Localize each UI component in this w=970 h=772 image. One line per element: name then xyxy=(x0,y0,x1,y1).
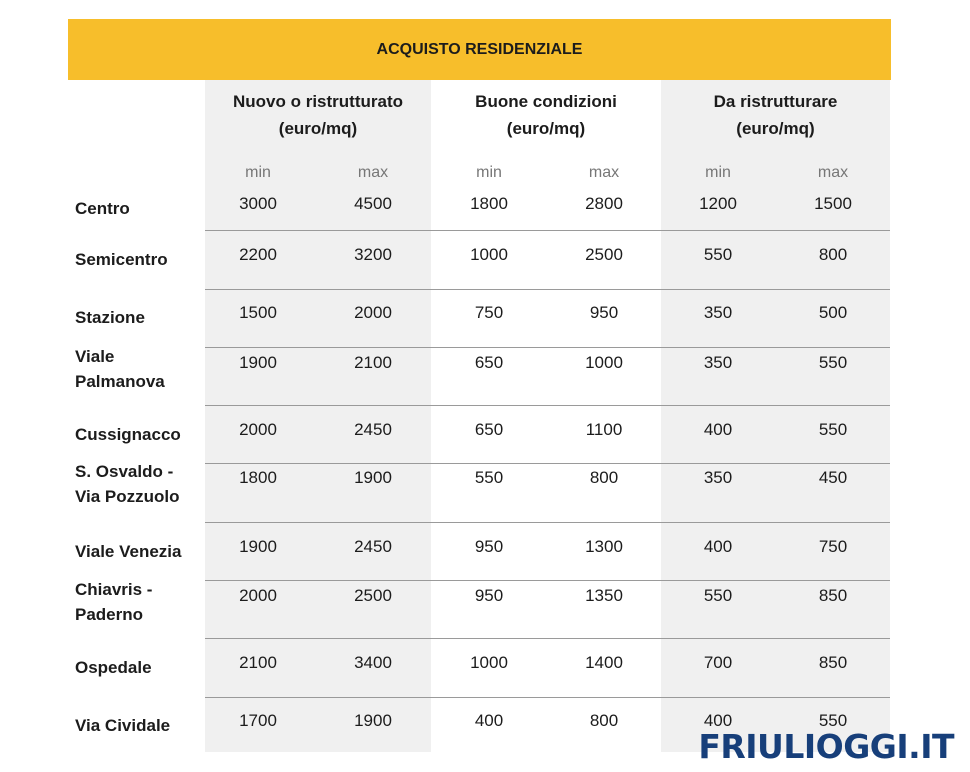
zone-name-continued: Via Pozzuolo xyxy=(75,487,180,506)
price-cell: 1900 xyxy=(239,537,277,556)
price-cell: 700 xyxy=(703,653,733,672)
min-label: min xyxy=(245,164,271,181)
price-cell: 2500 xyxy=(354,586,392,605)
price-cell: 2000 xyxy=(239,420,277,439)
price-cell: 500 xyxy=(818,303,848,322)
price-cell: 3400 xyxy=(354,653,392,672)
row-divider xyxy=(205,522,890,523)
max-label: max xyxy=(357,164,389,181)
price-cell: 350 xyxy=(703,468,733,487)
price-cell: 450 xyxy=(818,468,848,487)
price-cell: 850 xyxy=(818,586,848,605)
zone-name: Ospedale xyxy=(75,658,152,677)
price-cell: 1800 xyxy=(239,468,277,487)
zone-name: Via Cividale xyxy=(75,716,171,735)
price-cell: 1800 xyxy=(470,194,508,213)
row-divider xyxy=(205,347,890,348)
price-cell: 950 xyxy=(589,303,619,322)
zone-label xyxy=(75,577,205,627)
price-cell: 550 xyxy=(703,245,733,264)
price-cell: 950 xyxy=(474,537,504,556)
row-divider xyxy=(205,580,890,581)
group-header-line: Nuovo o ristrutturato xyxy=(233,92,403,111)
price-cell: 350 xyxy=(703,353,733,372)
row-divider xyxy=(205,697,890,698)
zone-name: Viale Venezia xyxy=(75,542,182,561)
price-cell: 750 xyxy=(474,303,504,322)
price-cell: 1000 xyxy=(585,353,623,372)
price-cell: 3000 xyxy=(239,194,277,213)
zone-label xyxy=(75,422,205,447)
price-cell: 850 xyxy=(818,653,848,672)
zone-label xyxy=(75,713,205,738)
zone-name: Centro xyxy=(75,199,130,218)
group-header-unit: (euro/mq) xyxy=(736,119,815,138)
price-cell: 1900 xyxy=(239,353,277,372)
table-title: ACQUISTO RESIDENZIALE xyxy=(68,19,891,80)
price-cell: 1900 xyxy=(354,711,392,730)
price-cell: 800 xyxy=(589,468,619,487)
price-cell: 2100 xyxy=(239,653,277,672)
zone-label xyxy=(75,344,205,394)
price-cell: 1200 xyxy=(699,194,737,213)
max-label: max xyxy=(588,164,620,181)
zone-label xyxy=(75,305,205,330)
price-cell: 1100 xyxy=(585,420,623,439)
zone-name: Stazione xyxy=(75,308,145,327)
zone-label xyxy=(75,196,205,221)
zone-label xyxy=(75,247,205,272)
zone-name: Cussignacco xyxy=(75,425,181,444)
price-cell: 800 xyxy=(818,245,848,264)
price-cell: 550 xyxy=(818,420,848,439)
price-cell: 2800 xyxy=(585,194,623,213)
price-cell: 350 xyxy=(703,303,733,322)
group-header-buone xyxy=(431,88,661,142)
group-header-line: Da ristrutturare xyxy=(713,92,838,111)
price-cell: 750 xyxy=(818,537,848,556)
group-header-nuovo xyxy=(205,88,431,142)
price-cell: 800 xyxy=(589,711,619,730)
price-cell: 550 xyxy=(818,711,848,730)
group-header-unit: (euro/mq) xyxy=(506,119,586,138)
row-divider xyxy=(205,289,890,290)
zone-name-continued: Palmanova xyxy=(75,372,165,391)
price-cell: 1400 xyxy=(585,653,623,672)
price-cell: 1500 xyxy=(814,194,852,213)
zone-label xyxy=(75,655,205,680)
price-cell: 1300 xyxy=(585,537,623,556)
price-cell: 2000 xyxy=(239,586,277,605)
price-cell: 1900 xyxy=(354,468,392,487)
price-cell: 2450 xyxy=(354,537,392,556)
price-cell: 400 xyxy=(703,420,733,439)
min-label: min xyxy=(705,164,731,181)
zone-name: Semicentro xyxy=(75,250,168,269)
price-cell: 1000 xyxy=(470,653,508,672)
price-cell: 4500 xyxy=(354,194,392,213)
group-header-ristrutturare xyxy=(661,88,890,142)
watermark-logo: FRIULIOGGI.IT xyxy=(698,727,954,766)
price-cell: 3200 xyxy=(354,245,392,264)
price-cell: 650 xyxy=(474,353,504,372)
price-cell: 550 xyxy=(818,353,848,372)
price-cell: 550 xyxy=(474,468,504,487)
zone-name: S. Osvaldo - xyxy=(75,462,174,481)
zone-name: Viale xyxy=(75,347,115,366)
zone-name: Chiavris - xyxy=(75,580,153,599)
price-cell: 650 xyxy=(474,420,504,439)
zone-label xyxy=(75,459,205,509)
price-cell: 950 xyxy=(474,586,504,605)
price-cell: 2000 xyxy=(354,303,392,322)
min-label: min xyxy=(476,164,502,181)
price-cell: 1350 xyxy=(585,586,623,605)
price-cell: 550 xyxy=(703,586,733,605)
price-cell: 1000 xyxy=(470,245,508,264)
price-cell: 1700 xyxy=(239,711,277,730)
row-divider xyxy=(205,638,890,639)
zone-name-continued: Paderno xyxy=(75,605,144,624)
price-cell: 2450 xyxy=(354,420,392,439)
price-cell: 2100 xyxy=(354,353,392,372)
row-divider xyxy=(205,230,890,231)
row-divider xyxy=(205,463,890,464)
price-cell: 2500 xyxy=(585,245,623,264)
price-cell: 400 xyxy=(703,537,733,556)
price-cell: 400 xyxy=(474,711,504,730)
max-label: max xyxy=(817,164,849,181)
row-divider xyxy=(205,405,890,406)
price-cell: 2200 xyxy=(239,245,277,264)
price-cell: 400 xyxy=(703,711,733,730)
zone-label xyxy=(75,539,205,564)
group-header-unit: (euro/mq) xyxy=(278,119,358,138)
price-cell: 1500 xyxy=(239,303,277,322)
group-header-line: Buone condizioni xyxy=(475,92,617,111)
